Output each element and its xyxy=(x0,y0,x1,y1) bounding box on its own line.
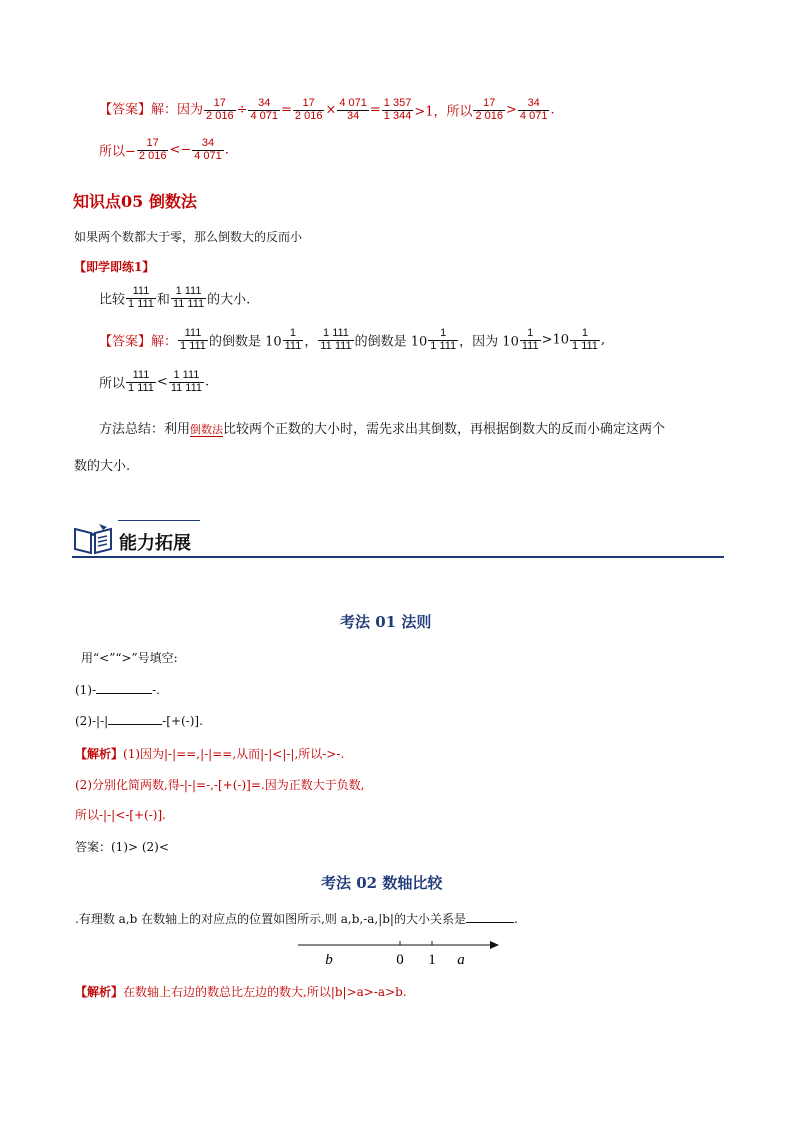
fraction: $\frac{1 357}{1 344}$ xyxy=(383,97,412,122)
fraction: $\frac{1}{111}$ xyxy=(284,327,302,352)
rule-text: 如果两个数都大于零，那么倒数大的反而小 xyxy=(74,230,303,244)
axis-arrow xyxy=(490,941,499,949)
answer-blank xyxy=(466,910,514,923)
fraction: $\frac{17}{2 016}$ xyxy=(138,137,167,162)
question-line: 比较 $\frac{111}{1 111}$ 和 $\frac{1 111}{11 111}$ 的大小. xyxy=(99,285,251,310)
kaofa02-title: 考法 02 数轴比较 xyxy=(321,874,443,892)
answer-summary: 答案：(1)> (2)< xyxy=(75,840,169,854)
fraction: $\frac{34}{4 071}$ xyxy=(519,97,548,122)
fraction: $\frac{4 071}{34}$ xyxy=(339,97,367,122)
banner-title: 能力拓展 xyxy=(119,533,191,554)
kaofa01-title: 考法 01 法则 xyxy=(340,613,432,631)
fraction: $\frac{1}{1 111}$ xyxy=(430,327,457,352)
analysis-line-1: 【解析】(1)因为|-|==,|-|==,从而|-|<|-|,所以->-. xyxy=(75,747,345,761)
answer-line-1: 【答案】解：因为 $\frac{17}{2 016}$ ÷ $\frac{34}{4 071}$ = $\frac{17}{2 016}$ × $\frac{4 071}{34}$ = $\frac{1 357}{1 344}$ >1，所以 $\frac{17}{2 016}$ > $\frac{34}{4 071}$ . xyxy=(99,97,555,122)
fraction: $\frac{111}{1 111}$ xyxy=(128,285,154,310)
fill-prompt: 用“<”“>”号填空: xyxy=(81,651,178,665)
label-one: 1 xyxy=(428,952,436,968)
analysis-line-3: 所以-|-|<-[+(-)]. xyxy=(75,808,166,822)
fraction: $\frac{17}{2 016}$ xyxy=(206,97,234,122)
question-2: (2)-|-| -[+(-)]. xyxy=(75,714,203,728)
fraction: $\frac{111}{1 111}$ xyxy=(180,327,206,352)
answer-label: 【答案】 xyxy=(99,102,152,118)
fraction: $\frac{111}{1 111}$ xyxy=(128,369,154,394)
book-icon xyxy=(72,521,114,555)
banner-bottom-rule xyxy=(72,556,724,558)
method-summary: 方法总结：利用倒数法比较两个正数的大小时，需先求出其倒数，再根据倒数大的反而小确定这两个 xyxy=(99,422,666,437)
answer-blank xyxy=(96,681,152,694)
fraction: $\frac{1 111}{11 111}$ xyxy=(320,327,352,352)
number-line xyxy=(296,936,506,970)
label-b: b xyxy=(325,952,333,968)
practice-label: 【即学即练1】 xyxy=(74,260,155,274)
banner-top-rule xyxy=(118,520,200,521)
fraction: $\frac{1}{111}$ xyxy=(521,327,539,352)
answer-line-2: 所以− $\frac{17}{2 016}$ <− $\frac{34}{4 071}$ . xyxy=(99,137,229,162)
question: .有理数 a,b 在数轴上的对应点的位置如图所示,则 a,b,-a,|b|的大小关系是 . xyxy=(75,912,518,926)
fraction: $\frac{1 111}{11 111}$ xyxy=(172,285,205,310)
fraction: $\frac{1 111}{11 111}$ xyxy=(170,369,203,394)
method-summary-line2: 数的大小. xyxy=(74,459,131,474)
answer-line: 【答案】解： $\frac{111}{1 111}$ 的倒数是 10 $\frac{1}{111}$ ， $\frac{1 111}{11 111}$ 的倒数是 10 $\frac{1}{1 111}$ ，因为 10 $\frac{1}{111}$ >10 $\frac{1}{1 111}$ , xyxy=(99,327,606,352)
question-1: (1)- -. xyxy=(75,683,160,697)
fraction: $\frac{34}{4 071}$ xyxy=(250,97,278,122)
label-zero: 0 xyxy=(396,952,404,968)
fraction: $\frac{17}{2 016}$ xyxy=(475,97,504,122)
banner xyxy=(72,515,724,560)
fraction: $\frac{1}{1 111}$ xyxy=(572,327,598,352)
method-keyword: 倒数法 xyxy=(190,423,224,436)
conclusion-line: 所以 $\frac{111}{1 111}$ < $\frac{1 111}{11 111}$ . xyxy=(99,369,210,394)
fraction: $\frac{34}{4 071}$ xyxy=(194,137,222,162)
label-a: a xyxy=(457,952,465,968)
analysis-line-2: (2)分别化简两数,得-|-|=-,-[+(-)]=.因为正数大于负数, xyxy=(75,778,365,792)
fraction: $\frac{17}{2 016}$ xyxy=(294,97,323,122)
section-title: 知识点05 倒数法 xyxy=(73,192,197,211)
answer-blank xyxy=(108,712,162,725)
analysis: 【解析】在数轴上右边的数总比左边的数大,所以|b|>a>-a>b. xyxy=(75,985,407,999)
